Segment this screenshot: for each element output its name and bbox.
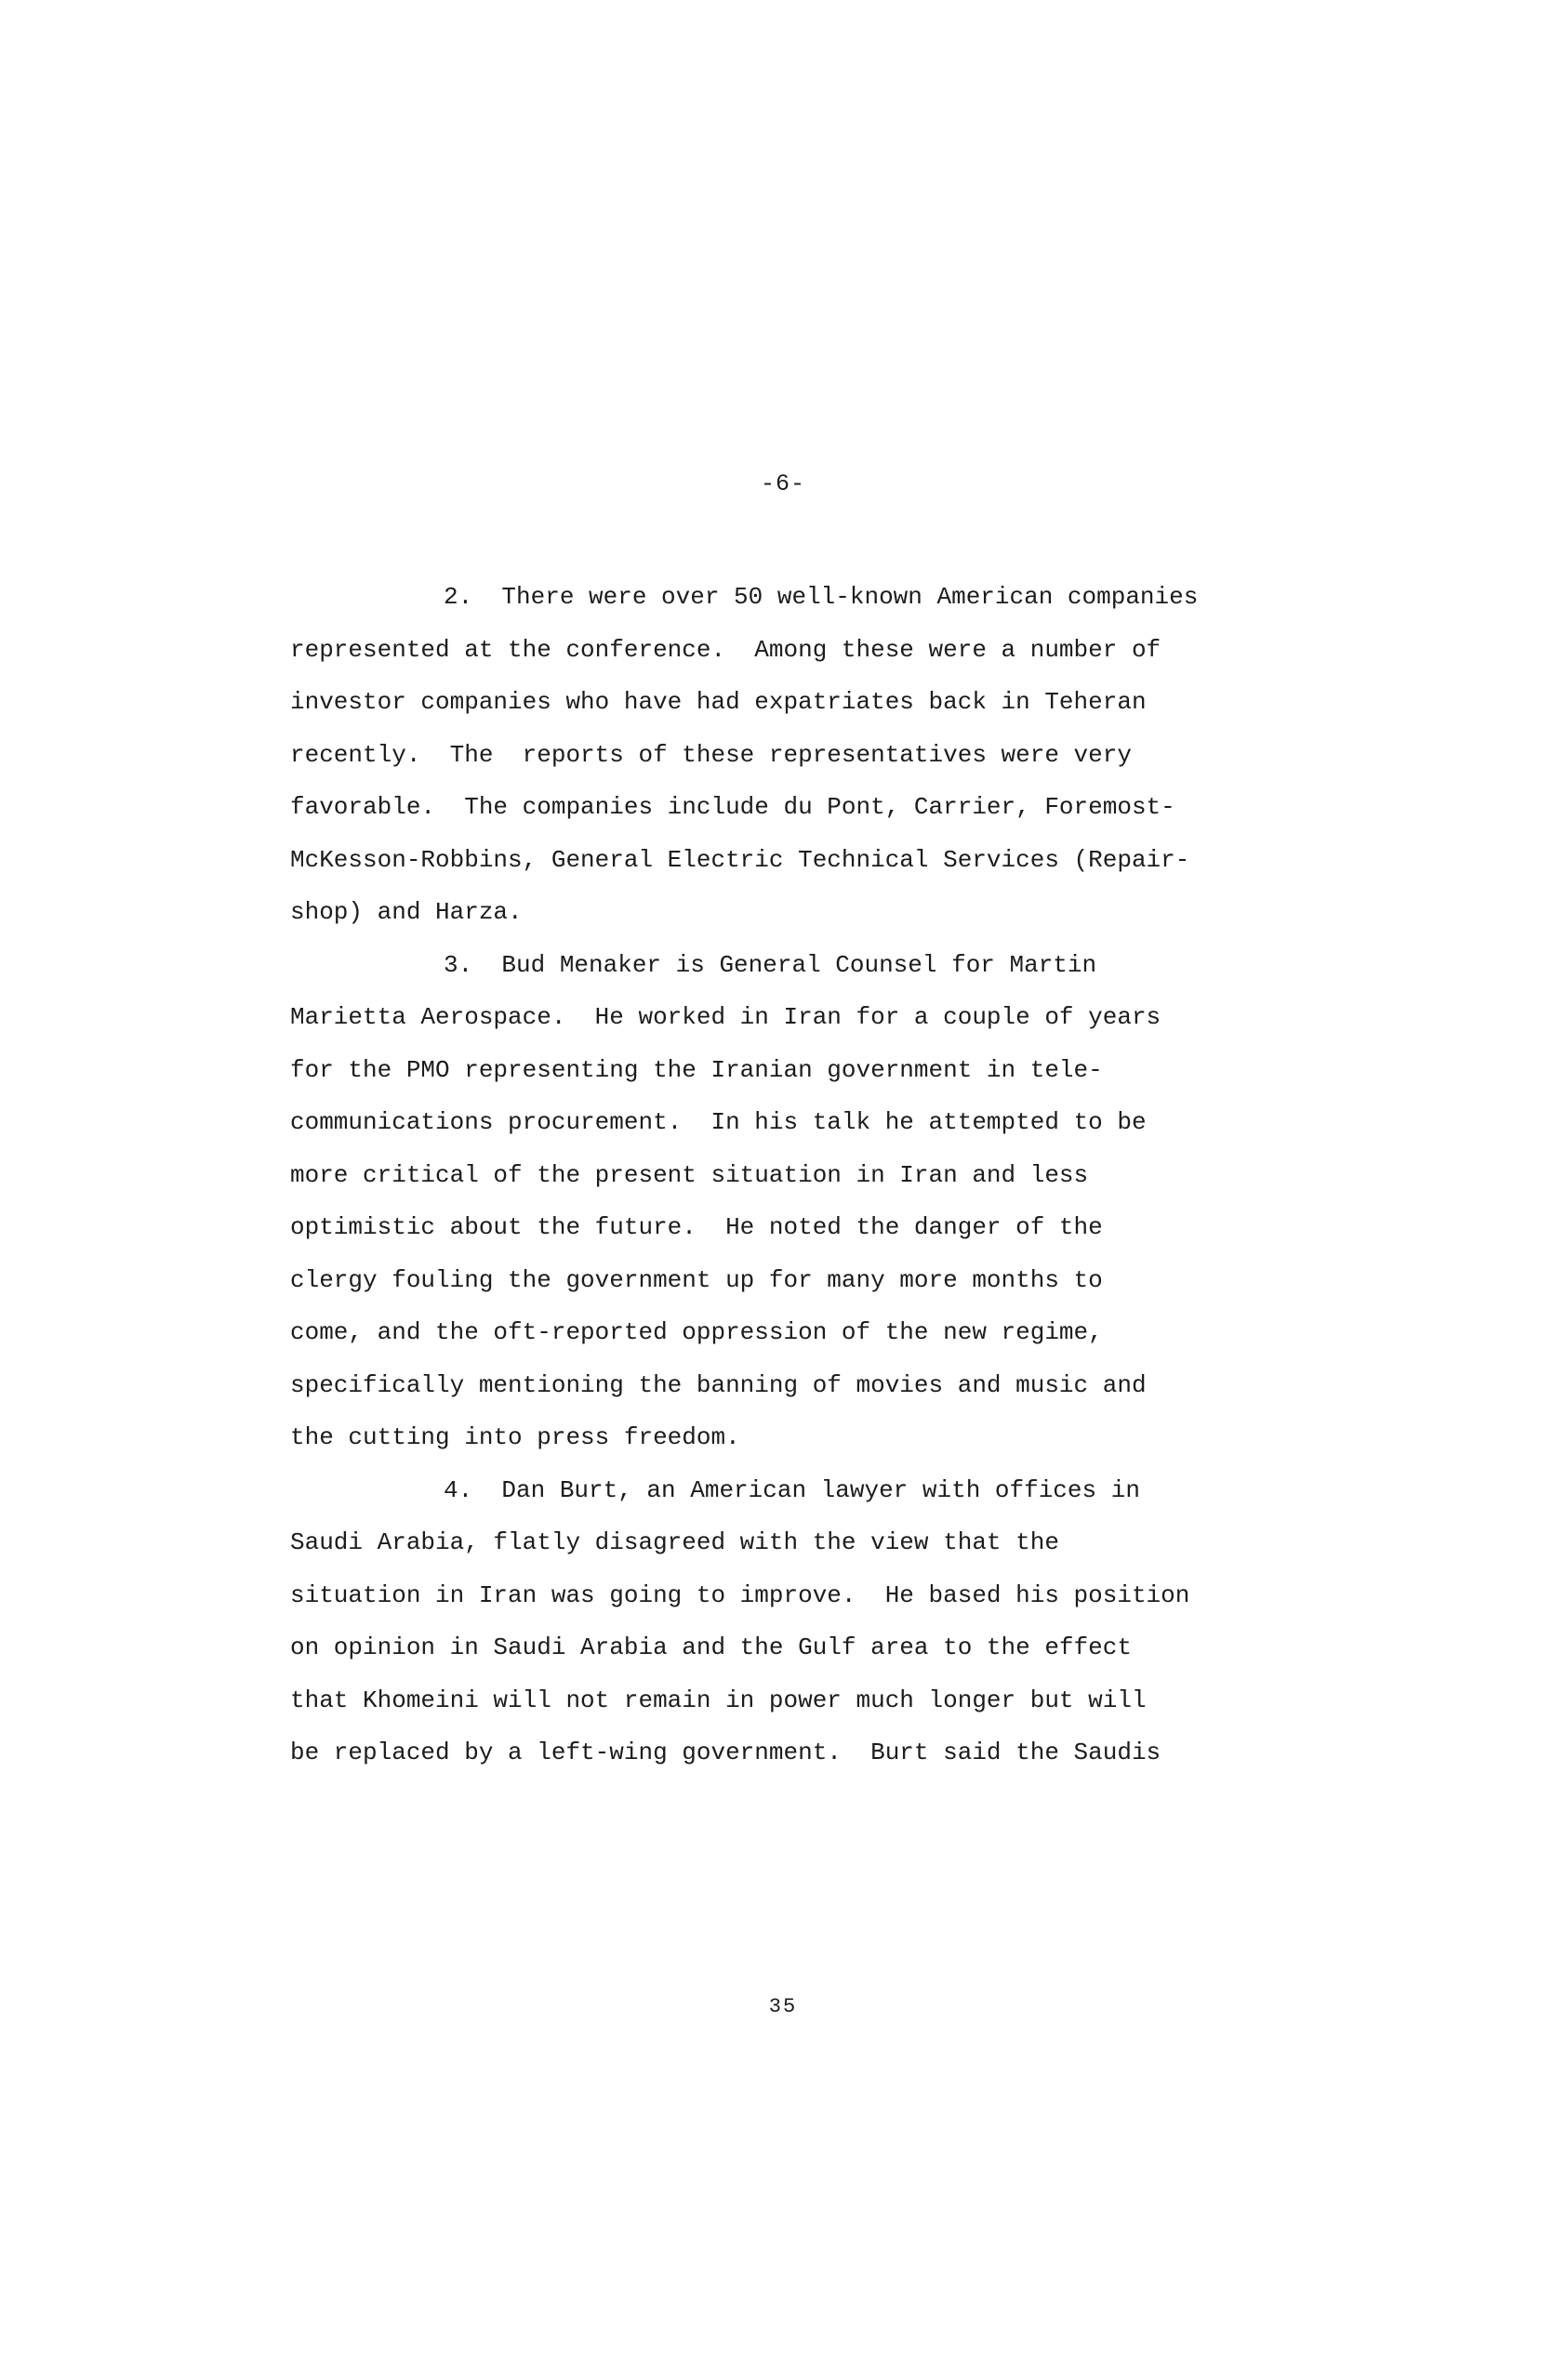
paragraph-2-line-4: recently. The reports of these representatives were very — [290, 740, 1132, 769]
paragraph-3-line-10: the cutting into press freedom. — [290, 1423, 740, 1451]
paragraph-2-line-1: 2. There were over 50 well-known American companies — [444, 583, 1199, 611]
paragraph-4-line-3: situation in Iran was going to improve. He based his position — [290, 1580, 1190, 1609]
paragraph-3-line-3: for the PMO representing the Iranian government in tele- — [290, 1055, 1103, 1084]
body-text — [290, 571, 1332, 1779]
page-header-number: -6- — [760, 470, 805, 497]
page-footer-number: 35 — [768, 1995, 798, 2018]
paragraph-2-line-2: represented at the conference. Among these were a number of — [290, 635, 1161, 664]
paragraph-3-line-5: more critical of the present situation in Iran and less — [290, 1160, 1089, 1189]
paragraph-2-line-3: investor companies who have had expatriates back in Teheran — [290, 688, 1147, 716]
paragraph-2-line-5: favorable. The companies include du Pont, Carrier, Foremost- — [290, 793, 1175, 821]
paragraph-3-line-2: Marietta Aerospace. He worked in Iran for a couple of years — [290, 1003, 1161, 1031]
paragraph-3-line-4: communications procurement. In his talk he attempted to be — [290, 1108, 1147, 1136]
paragraph-3-line-6: optimistic about the future. He noted the danger of the — [290, 1213, 1103, 1241]
paragraph-4-line-1: 4. Dan Burt, an American lawyer with offices in — [444, 1475, 1140, 1504]
paragraph-4-line-5: that Khomeini will not remain in power much longer but will — [290, 1686, 1147, 1714]
paragraph-4-line-4: on opinion in Saudi Arabia and the Gulf area to the effect — [290, 1633, 1132, 1661]
paragraph-3-line-1: 3. Bud Menaker is General Counsel for Martin — [444, 950, 1097, 979]
paragraph-2-line-6: McKesson-Robbins, General Electric Technical Services (Repair- — [290, 845, 1190, 874]
paragraph-4-line-6: be replaced by a left-wing government. Burt said the Saudis — [290, 1739, 1161, 1766]
paragraph-3-line-7: clergy fouling the government up for many more months to — [290, 1265, 1103, 1294]
paragraph-3-line-9: specifically mentioning the banning of movies and music and — [290, 1370, 1147, 1399]
paragraph-4-line-2: Saudi Arabia, flatly disagreed with the view that the — [290, 1528, 1059, 1556]
paragraph-3-line-8: come, and the oft-reported oppression of the new regime, — [290, 1318, 1103, 1346]
paragraph-2-line-7: shop) and Harza. — [290, 898, 523, 926]
